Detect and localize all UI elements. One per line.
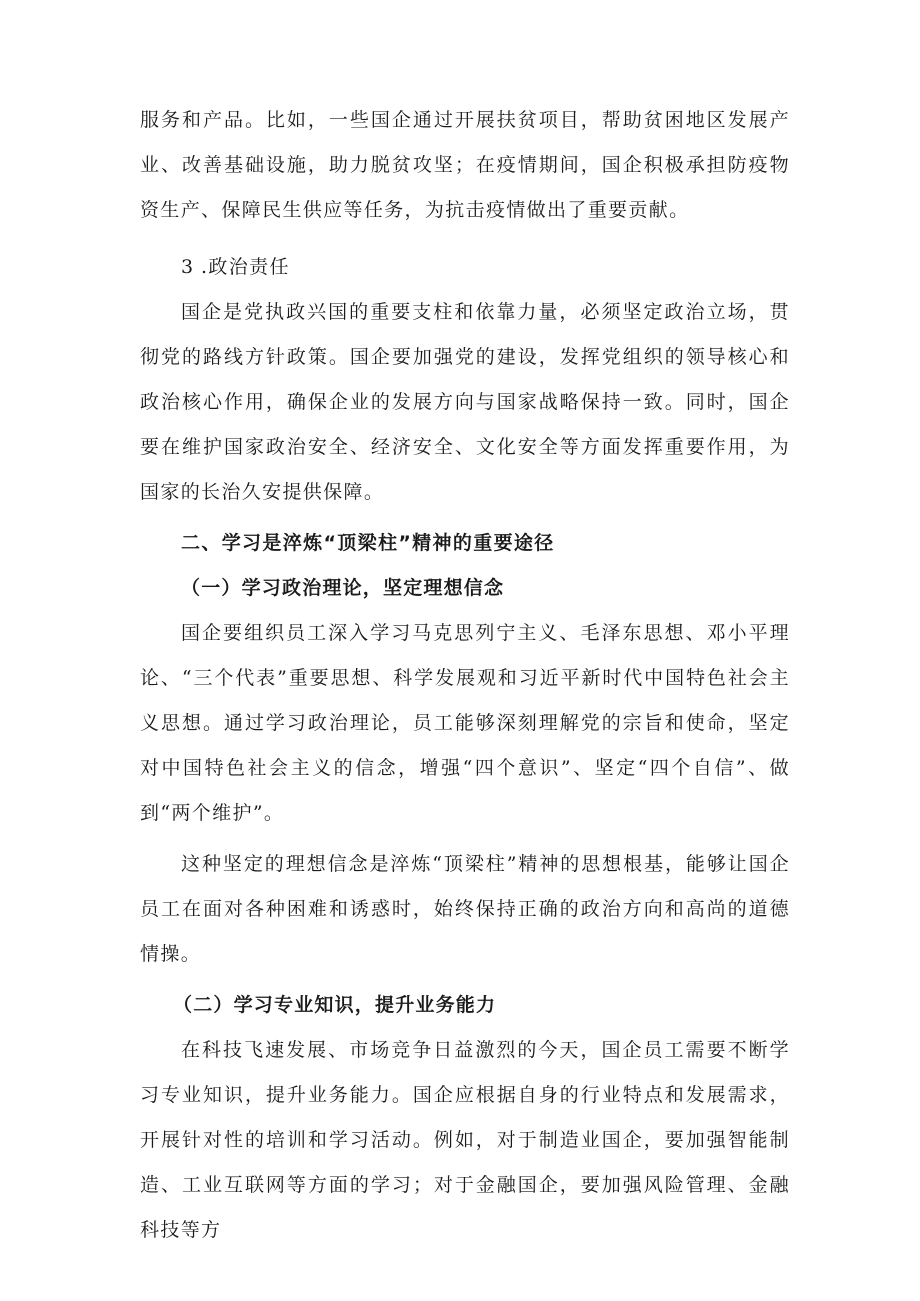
paragraph-belief: 这种坚定的理想信念是淬炼“顶梁柱”精神的思想根基，能够让国企员工在面对各种困难和诱惑时，始终保持正确的政治方向和高尚的道德情操。 <box>140 853 790 965</box>
document-body <box>140 98 790 1253</box>
subsection-heading-2: （二）学习专业知识，提升业务能力 <box>173 994 497 1016</box>
paragraph-intro: 服务和产品。比如，一些国企通过开展扶贫项目，帮助贫困地区发展产业、改善基础设施，助力脱贫攻坚；在疫情期间，国企积极承担防疫物资生产、保障民生供应等任务，为抗击疫情做出了重要贡献。 <box>140 109 790 221</box>
paragraph-theory: 国企要组织员工深入学习马克思列宁主义、毛泽东思想、邓小平理论、“三个代表”重要思想、科学发展观和习近平新时代中国特色社会主义思想。通过学习政治理论，员工能够深刻理解党的宗旨和使命，坚定对中国特色社会主义的信念，增强“四个意识”、坚定“四个自信”、做到“两个维护”。 <box>140 622 790 824</box>
paragraph-skills: 在科技飞速发展、市场竞争日益激烈的今天，国企员工需要不断学习专业知识，提升业务能力。国企应根据自身的行业特点和发展需求，开展针对性的培训和学习活动。例如，对于制造业国企，要加强智能制造、工业互联网等方面的学习；对于金融国企，要加强风险管理、金融科技等方 <box>140 1039 790 1241</box>
paragraph-political: 国企是党执政兴国的重要支柱和依靠力量，必须坚定政治立场，贯彻党的路线方针政策。国企要加强党的建设，发挥党组织的领导核心和政治核心作用，确保企业的发展方向与国家战略保持一致。同时，国企要在维护国家政治安全、经济安全、文化安全等方面发挥重要作用，为国家的长治久安提供保障。 <box>140 301 790 503</box>
list-item-political-responsibility <box>140 245 790 290</box>
subsection-heading-1: （一）学习政治理论，坚定理想信念 <box>181 577 505 599</box>
section-heading-2: 二、学习是淬炼“顶梁柱”精神的重要途径 <box>181 532 555 554</box>
list-item-number: 3 <box>181 256 195 278</box>
list-item-title: .政治责任 <box>201 256 290 278</box>
